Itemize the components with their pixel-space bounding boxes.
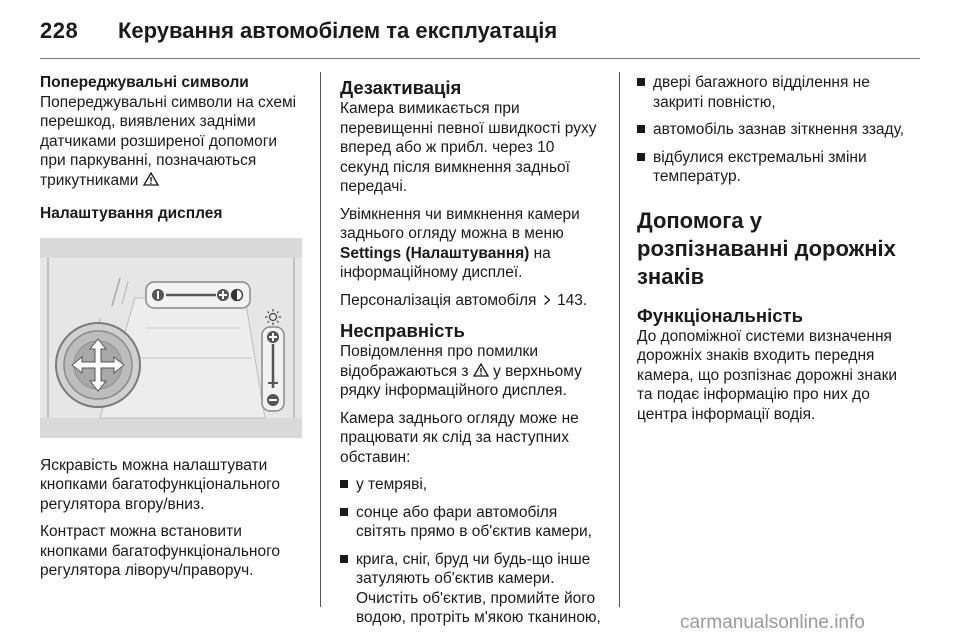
functionality-heading: Функціональність — [637, 304, 803, 326]
contrast-plus-icon — [217, 289, 229, 301]
page-header — [40, 18, 920, 58]
page-reference-arrow-icon — [543, 294, 551, 306]
list-item: у темряві, — [340, 475, 605, 495]
list-item: двері багажного відділення не закриті повністю, — [637, 73, 905, 112]
minus-icon — [267, 394, 279, 406]
brightness-paragraph: Яскравість можна налаштувати кнопками багатофункціонального регулятора вгору/вниз. — [40, 456, 281, 513]
column-divider-2 — [619, 72, 620, 607]
multifunction-controller-icon — [56, 323, 140, 407]
page-number: 228 — [40, 18, 79, 43]
settings-menu-label: Settings (Налаштування) — [340, 244, 530, 262]
bullet-square-icon — [340, 480, 348, 488]
faults-bullet-list-continued — [637, 73, 905, 187]
plus-icon — [267, 331, 279, 343]
deactivation-paragraph-1: Камера вимикається при перевищенні певної швидкості руху вперед або ж прибл. через 10 секунд після вимкнення задньої передачі. — [340, 100, 597, 195]
list-item: відбулися екстремальні зміни температур. — [637, 148, 905, 187]
faults-paragraph-1: Повідомлення про помилки відображаються з у верхньому рядку інформаційного дисплея. — [340, 343, 582, 399]
warning-triangle-icon — [143, 172, 159, 186]
bullet-square-icon — [637, 78, 645, 86]
watermark: carmanualsonline.info — [680, 612, 865, 633]
column-divider-1 — [320, 72, 321, 607]
column-3 — [637, 73, 905, 432]
faults-paragraph-2: Камера заднього огляду може не працювати як слід за наступних обставин: — [340, 409, 579, 466]
column-1 — [40, 73, 302, 589]
list-item: крига, сніг, бруд чи будь-що інше затуляють об'єктив камери. Очистіть об'єктив, промийте його водою, протріть м'якою тканиною, — [340, 550, 605, 628]
deactivation-paragraph-2: Увімкнення чи вимкнення камери заднього огляду можна в меню Settings (Налаштування) на інформаційному дисплеї. — [340, 205, 580, 281]
page-title: Керування автомобілем та експлуатація — [118, 18, 558, 43]
traffic-sign-assistant-heading: Допомога у розпізнаванні дорожніх знаків — [637, 207, 896, 289]
contrast-minus-icon — [152, 289, 164, 301]
warning-triangle-icon — [473, 363, 489, 377]
bullet-square-icon — [340, 555, 348, 563]
functionality-paragraph: До допоміжної системи визначення дорожніх знаків входить передня камера, що розпізнає дорожні знаки та подає інформацію про них до центра інформації водія. — [637, 327, 898, 423]
bullet-square-icon — [340, 508, 348, 516]
personalisation-reference: Персоналізація автомобіля 143. — [340, 291, 588, 309]
display-settings-illustration — [40, 238, 302, 438]
display-settings-figure — [40, 238, 302, 438]
bullet-square-icon — [637, 153, 645, 161]
column-2 — [340, 73, 605, 636]
header-rule — [40, 58, 920, 59]
list-item: автомобіль зазнав зіткнення ззаду, — [637, 120, 905, 140]
faults-heading: Несправність — [340, 320, 465, 341]
warning-symbols-paragraph: Попереджувальні символи на схемі перешкод, виявлених задніми датчиками розширеної допомоги при паркуванні, позначаються трикутниками — [40, 93, 297, 189]
bullet-square-icon — [637, 125, 645, 133]
faults-bullet-list — [340, 475, 605, 628]
display-settings-heading: Налаштування дисплея — [40, 205, 223, 222]
list-item: сонце або фари автомобіля світять прямо в об'єктив камери, — [340, 503, 605, 542]
contrast-paragraph: Контраст можна встановити кнопками багатофункціонального регулятора ліворуч/праворуч. — [40, 523, 281, 579]
warning-symbols-heading: Попереджувальні символи — [40, 74, 249, 91]
contrast-icon — [232, 289, 243, 300]
deactivation-heading: Дезактивація — [340, 77, 462, 98]
